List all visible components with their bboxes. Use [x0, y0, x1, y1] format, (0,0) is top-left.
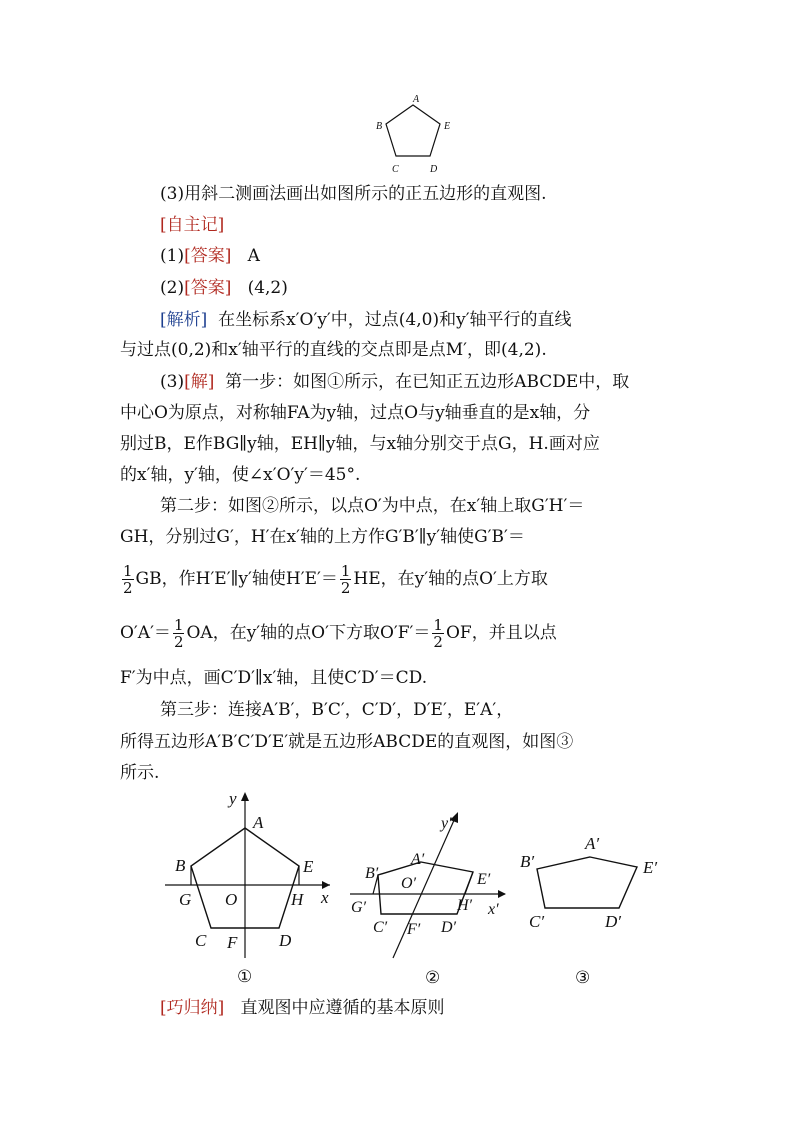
- point-e-prime-label: E′: [643, 858, 658, 877]
- step-2-line-5: F′为中点，画C′D′∥x′轴，且使C′D′＝CD.: [120, 668, 428, 688]
- point-d-label: D: [279, 931, 292, 950]
- point-o-prime-label: O′: [401, 875, 417, 892]
- x-prime-axis-arrow: [498, 890, 506, 898]
- jiexi-line-1: [解析] 在坐标系x′O′y′中，过点(4,0)和y′轴平行的直线: [160, 310, 572, 330]
- point-b-prime-label: B′: [365, 865, 379, 882]
- y-label: y: [229, 789, 237, 808]
- label-b: B: [376, 121, 383, 132]
- zizhu-heading: [自主记]: [160, 215, 225, 235]
- point-e-prime-label: E′: [477, 871, 491, 888]
- point-f-label: F: [227, 933, 238, 952]
- step-2-line-3: $\frac{1}{2}$ GB，作H′E′∥y′轴使H′E′＝ $\frac{1}{2}$ HE，在y′轴的点O′上方取: [123, 562, 548, 597]
- point-a-prime-label: A′: [585, 834, 600, 853]
- label-c: C: [392, 164, 399, 175]
- solution-3-line-3: 别过B，E作BG∥y轴，EH∥y轴，与x轴分别交于点G，H.画对应: [120, 434, 600, 454]
- question-3: (3)用斜二测画法画出如图所示的正五边形的直观图.: [160, 184, 547, 204]
- point-h-label: H: [291, 890, 304, 909]
- point-a-label: A: [253, 813, 264, 832]
- solution-3-line-4: 的x′轴，y′轴，使∠x′O′y′＝45°.: [120, 465, 361, 485]
- fraction-half: $\frac{1}{2}$: [123, 562, 133, 597]
- y-prime-label: y′: [441, 815, 452, 832]
- point-b-prime-label: B′: [520, 852, 535, 871]
- x-label: x: [321, 888, 329, 907]
- fraction-half: $\frac{1}{2}$: [433, 616, 443, 651]
- fraction-half: $\frac{1}{2}$: [340, 562, 351, 597]
- x-prime-label: x′: [488, 901, 499, 918]
- step-3-line-2: 所得五边形A′B′C′D′E′就是五边形ABCDE的直观图，如图③: [120, 732, 574, 752]
- point-e-label: E: [303, 857, 314, 876]
- label-d: D: [430, 164, 438, 175]
- figure-1-original-pentagon: [165, 788, 340, 988]
- figure-2-caption: ②: [425, 968, 441, 987]
- point-c-prime-label: C′: [373, 919, 388, 936]
- point-b-label: B: [175, 856, 186, 875]
- y-axis-arrow: [241, 792, 249, 801]
- fraction-half: $\frac{1}{2}$: [173, 616, 184, 651]
- figure-2-oblique-drawing: [345, 800, 510, 988]
- solution-3-line-1: (3)[解] 第一步：如图①所示，在已知正五边形ABCDE中，取: [160, 372, 630, 392]
- point-c-prime-label: C′: [529, 912, 545, 931]
- answer-2: (2)[答案] (4,2): [160, 278, 288, 298]
- point-f-prime-label: F′: [407, 921, 421, 938]
- label-e: E: [444, 121, 451, 132]
- point-d-prime-label: D′: [605, 912, 621, 931]
- figure-3-result: [515, 825, 675, 988]
- point-g-label: G: [179, 890, 192, 909]
- point-c-label: C: [195, 931, 207, 950]
- qiao-guina: [巧归纳] 直观图中应遵循的基本原则: [160, 998, 445, 1018]
- step-3-line-1: 第三步：连接A′B′，B′C′，C′D′，D′E′，E′A′，: [160, 700, 514, 720]
- figure-1-caption: ①: [237, 967, 253, 986]
- point-d-prime-label: D′: [441, 919, 457, 936]
- jiexi-line-2: 与过点(0,2)和x′轴平行的直线的交点即是点M′，即(4,2).: [120, 340, 547, 360]
- step-3-line-3: 所示.: [120, 763, 160, 783]
- step-2-line-4: O′A′＝ $\frac{1}{2}$ OA，在y′轴的点O′下方取O′F′＝ $\frac{1}{2}$ OF，并且以点: [120, 616, 557, 651]
- pentagon-result: [537, 857, 637, 908]
- point-a-prime-label: A′: [411, 851, 425, 868]
- regular-pentagon-figure: [370, 92, 460, 178]
- solution-3-line-2: 中心O为原点，对称轴FA为y轴，过点O与y轴垂直的是x轴，分: [120, 403, 591, 423]
- label-a: A: [413, 94, 420, 105]
- step-2-line-1: 第二步：如图②所示，以点O′为中点，在x′轴上取G′H′＝: [160, 496, 585, 516]
- step-2-line-2: GH，分别过G′，H′在x′轴的上方作G′B′∥y′轴使G′B′＝: [120, 527, 525, 547]
- answer-1: (1)[答案] A: [160, 246, 260, 266]
- segment-h-prime-e-prime: [465, 872, 473, 894]
- pentagon-shape: [386, 105, 440, 156]
- figure-3-caption: ③: [575, 968, 591, 987]
- point-o-label: O: [225, 890, 238, 909]
- point-h-prime-label: H′: [457, 897, 473, 914]
- point-g-prime-label: G′: [351, 899, 367, 916]
